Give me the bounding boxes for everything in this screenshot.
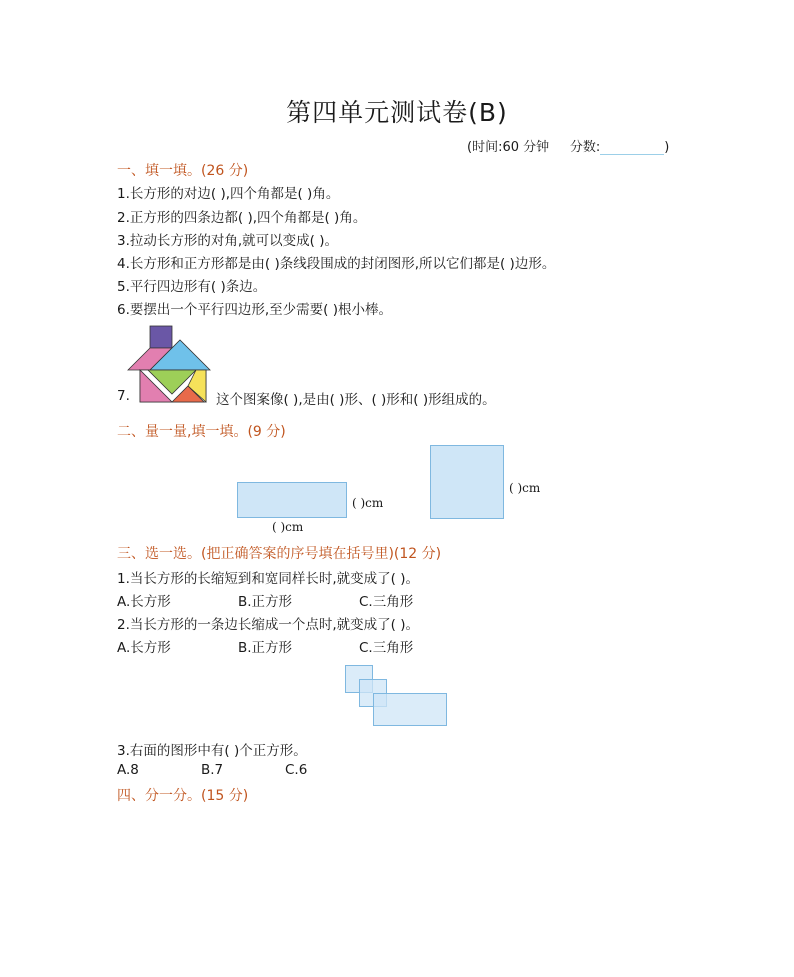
- question-7-text: 这个图案像( ),是由( )形、( )形和( )形组成的。: [216, 392, 496, 408]
- section-4-heading: 四、分一分。(15 分): [117, 788, 249, 804]
- question-1-4: 4.长方形和正方形都是由( )条线段围成的封闭图形,所以它们都是( )边形。: [117, 256, 556, 272]
- question-3-2: 2.当长方形的一条边长缩成一个点时,就变成了( )。: [117, 617, 419, 633]
- rectangle-side-label: ( )cm: [352, 496, 384, 510]
- q1-option-b: B.正方形: [238, 594, 293, 610]
- q1-option-c: C.三角形: [359, 594, 414, 610]
- exam-meta: [467, 136, 669, 155]
- page-title: 第四单元测试卷(B): [286, 98, 508, 127]
- square-side-label: ( )cm: [509, 481, 541, 495]
- q3-option-c: C.6: [285, 762, 308, 778]
- q2-option-a: A.长方形: [117, 640, 171, 656]
- question-1-1: 1.长方形的对边( ),四个角都是( )角。: [117, 186, 340, 202]
- section-1-heading: 一、填一填。(26 分): [117, 163, 249, 179]
- tangram-square-chimney: [150, 326, 172, 348]
- question-3-3: 3.右面的图形中有( )个正方形。: [117, 743, 307, 759]
- question-7-number: 7.: [117, 388, 130, 404]
- meta-close: ): [664, 140, 670, 155]
- question-1-5: 5.平行四边形有( )条边。: [117, 279, 267, 295]
- q3-option-a: A.8: [117, 762, 139, 778]
- question-3-1: 1.当长方形的长缩短到和宽同样长时,就变成了( )。: [117, 571, 419, 587]
- rectangle-bottom-label: ( )cm: [272, 520, 304, 534]
- q2-option-c: C.三角形: [359, 640, 414, 656]
- score-label: 分数:: [569, 140, 601, 155]
- measure-square: [430, 445, 504, 519]
- question-1-2: 2.正方形的四条边都( ),四个角都是( )角。: [117, 210, 367, 226]
- figure-large-rectangle: [373, 693, 447, 726]
- q1-option-a: A.长方形: [117, 594, 171, 610]
- tangram-house-figure: [126, 324, 220, 404]
- time-info: (时间:60 分钟: [467, 140, 550, 155]
- section-3-heading: 三、选一选。(把正确答案的序号填在括号里)(12 分): [117, 546, 442, 562]
- q2-option-b: B.正方形: [238, 640, 293, 656]
- question-1-6: 6.要摆出一个平行四边形,至少需要( )根小棒。: [117, 302, 392, 318]
- q3-option-b: B.7: [201, 762, 224, 778]
- section-2-heading: 二、量一量,填一填。(9 分): [117, 424, 286, 440]
- score-blank: [600, 140, 664, 155]
- measure-rectangle: [237, 482, 347, 518]
- question-1-3: 3.拉动长方形的对角,就可以变成( )。: [117, 233, 338, 249]
